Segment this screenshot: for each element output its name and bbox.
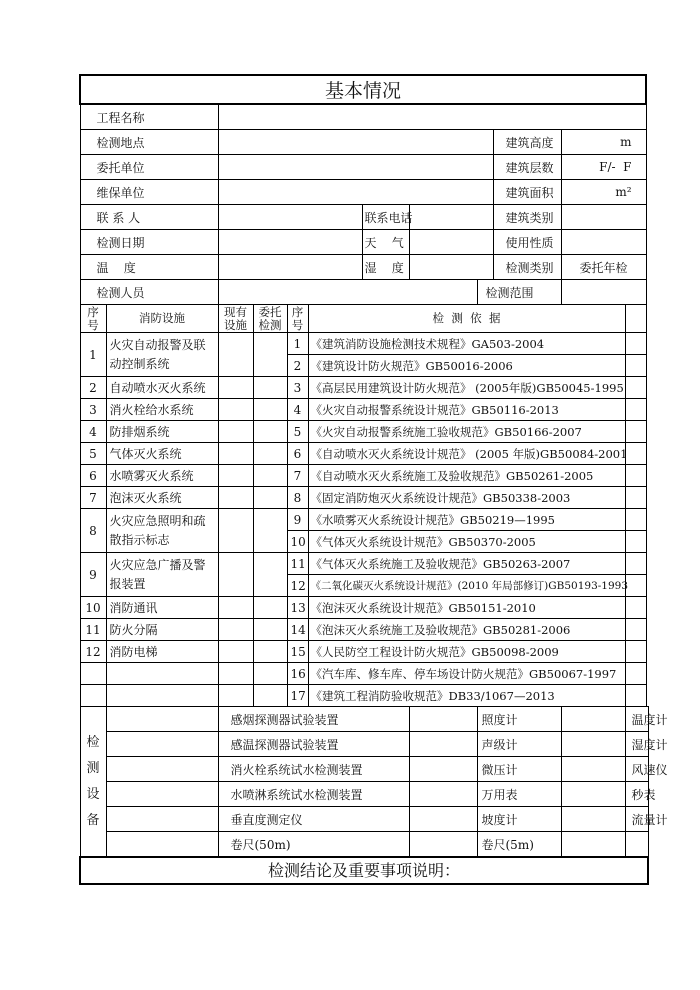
equipment-item <box>625 832 649 857</box>
project-name-field[interactable] <box>218 104 646 130</box>
standard-extra-cell <box>625 443 646 465</box>
phone-label: 联系电话 <box>362 205 409 230</box>
facility-name: 火灾自动报警及联动控制系统 <box>106 333 218 377</box>
equipment-item: 流量计 <box>625 807 649 832</box>
client-label: 委托单位 <box>80 155 218 180</box>
standard-row <box>80 509 649 531</box>
usage-label: 使用性质 <box>493 230 561 255</box>
seq2-header: 序号 <box>287 305 308 333</box>
facility-number: 4 <box>80 421 106 443</box>
equipment-check-cell[interactable] <box>106 807 218 832</box>
equipment-item: 秒表 <box>625 782 649 807</box>
facility-name: 水喷雾灭火系统 <box>106 465 218 487</box>
equipment-item: 湿度计 <box>625 732 649 757</box>
standard-row <box>80 421 649 443</box>
existing-check-cell[interactable] <box>218 641 253 663</box>
temperature-label: 温 度 <box>80 255 218 280</box>
facility-number: 3 <box>80 399 106 421</box>
project-name-label: 工程名称 <box>80 104 218 130</box>
empty-seq-cell <box>80 663 106 685</box>
equipment-item: 坡度计 <box>477 807 561 832</box>
standard-row <box>80 377 649 399</box>
equipment-check-cell[interactable] <box>106 757 218 782</box>
standard-extra-cell <box>625 641 646 663</box>
standard-text: 《泡沫灭火系统设计规范》GB50151-2010 <box>308 597 625 619</box>
standard-extra-cell <box>625 355 646 377</box>
usage-field[interactable] <box>561 230 646 255</box>
facility-name: 火灾应急照明和疏散指示标志 <box>106 509 218 553</box>
equipment-item: 微压计 <box>477 757 561 782</box>
area-label: 建筑面积 <box>493 180 561 205</box>
test-category-value[interactable]: 委托年检 <box>561 255 646 280</box>
equipment-item: 声级计 <box>477 732 561 757</box>
inspector-label: 检测人员 <box>80 280 218 305</box>
date-label: 检测日期 <box>80 230 218 255</box>
facility-number: 7 <box>80 487 106 509</box>
building-height-field[interactable]: m <box>561 130 646 155</box>
facility-number: 5 <box>80 443 106 465</box>
facility-name: 气体灭火系统 <box>106 443 218 465</box>
standard-extra-cell <box>625 575 646 597</box>
weather-label: 天 气 <box>362 230 409 255</box>
standard-text: 《汽车库、修车库、停车场设计防火规范》GB50067-1997 <box>308 663 625 685</box>
equipment-check-cell[interactable] <box>561 732 625 757</box>
contact-label: 联 系 人 <box>80 205 218 230</box>
existing-check-cell[interactable] <box>218 663 253 685</box>
standard-number: 17 <box>287 685 308 707</box>
equipment-label: 检测设备 <box>80 707 106 857</box>
standard-number: 1 <box>287 333 308 355</box>
equipment-check-cell[interactable] <box>106 732 218 757</box>
equipment-check-cell[interactable] <box>409 807 477 832</box>
standard-number: 3 <box>287 377 308 399</box>
existing-check-cell[interactable] <box>218 685 253 707</box>
equipment-item: 照度计 <box>477 707 561 732</box>
standard-extra-cell <box>625 619 646 641</box>
standard-text: 《自动喷水灭火系统施工及验收规范》GB50261-2005 <box>308 465 625 487</box>
contact-field[interactable] <box>218 205 362 230</box>
standard-number: 4 <box>287 399 308 421</box>
standard-row <box>80 641 649 663</box>
scope-label: 检测范围 <box>477 280 561 305</box>
facility-number: 12 <box>80 641 106 663</box>
page-title: 基本情况 <box>80 75 646 104</box>
test-category-label: 检测类别 <box>493 255 561 280</box>
maintainer-field[interactable] <box>218 180 493 205</box>
standard-number: 10 <box>287 531 308 553</box>
standard-extra-cell <box>625 663 646 685</box>
maintainer-label: 维保单位 <box>80 180 218 205</box>
standard-number: 16 <box>287 663 308 685</box>
equipment-item: 卷尺(5m) <box>477 832 561 857</box>
equipment-check-cell[interactable] <box>409 707 477 732</box>
main-table <box>79 74 668 857</box>
standard-text: 《二氧化碳灭火系统设计规范》(2010 年局部修订)GB50193-1993 <box>308 575 625 597</box>
standard-text: 《气体灭火系统设计规范》GB50370-2005 <box>308 531 625 553</box>
standard-row <box>80 465 649 487</box>
commissioned-check-cell[interactable] <box>253 487 287 509</box>
facility-number: 11 <box>80 619 106 641</box>
standard-row <box>80 663 649 685</box>
commissioned-check-cell[interactable] <box>253 553 287 597</box>
facility-number: 8 <box>80 509 106 553</box>
equipment-item: 垂直度测定仪 <box>218 807 409 832</box>
facility-name: 泡沫灭火系统 <box>106 487 218 509</box>
standard-text: 《水喷雾灭火系统设计规范》GB50219—1995 <box>308 509 625 531</box>
equipment-row <box>80 832 649 857</box>
facility-header: 消防设施 <box>106 305 218 333</box>
commissioned-check-cell[interactable] <box>253 421 287 443</box>
equipment-row <box>80 757 649 782</box>
empty-seq-cell <box>80 685 106 707</box>
commissioned-check-cell[interactable] <box>253 509 287 553</box>
equipment-item: 消火栓系统试水检测装置 <box>218 757 409 782</box>
standard-number: 12 <box>287 575 308 597</box>
equipment-check-cell[interactable] <box>106 782 218 807</box>
category-field[interactable] <box>561 205 646 230</box>
facility-name: 防火分隔 <box>106 619 218 641</box>
inspector-field[interactable] <box>218 280 477 305</box>
basis-header: 检 测 依 据 <box>308 305 625 333</box>
empty-facility-cell <box>106 685 218 707</box>
facility-number: 6 <box>80 465 106 487</box>
location-field[interactable] <box>218 130 493 155</box>
existing-check-cell[interactable] <box>218 509 253 553</box>
standard-extra-cell <box>625 509 646 531</box>
equipment-check-cell[interactable] <box>409 757 477 782</box>
standard-extra-cell <box>625 399 646 421</box>
standard-number: 7 <box>287 465 308 487</box>
area-field[interactable]: m² <box>561 180 646 205</box>
standard-extra-cell <box>625 553 646 575</box>
equipment-check-cell[interactable] <box>409 732 477 757</box>
standard-text: 《固定消防炮灭火系统设计规范》GB50338-2003 <box>308 487 625 509</box>
standard-number: 11 <box>287 553 308 575</box>
equipment-row <box>80 707 649 732</box>
standard-extra-cell <box>625 333 646 355</box>
existing-header: 现有设施 <box>218 305 253 333</box>
standard-extra-cell <box>625 487 646 509</box>
standard-number: 13 <box>287 597 308 619</box>
equipment-row <box>80 782 649 807</box>
client-field[interactable] <box>218 155 493 180</box>
building-height-label: 建筑高度 <box>493 130 561 155</box>
commissioned-check-cell[interactable] <box>253 443 287 465</box>
equipment-check-cell[interactable] <box>106 707 218 732</box>
equipment-check-cell[interactable] <box>561 782 625 807</box>
standard-row <box>80 685 649 707</box>
existing-check-cell[interactable] <box>218 377 253 399</box>
standard-row <box>80 399 649 421</box>
scope-field[interactable] <box>561 280 646 305</box>
standard-number: 15 <box>287 641 308 663</box>
existing-check-cell[interactable] <box>218 421 253 443</box>
standard-extra-cell <box>625 531 646 553</box>
facility-name: 消防电梯 <box>106 641 218 663</box>
commissioned-check-cell[interactable] <box>253 465 287 487</box>
standard-text: 《泡沫灭火系统施工及验收规范》GB50281-2006 <box>308 619 625 641</box>
facility-name: 消防通讯 <box>106 597 218 619</box>
standard-extra-cell <box>625 685 646 707</box>
existing-check-cell[interactable] <box>218 597 253 619</box>
facility-name: 自动喷水灭火系统 <box>106 377 218 399</box>
standard-text: 《建筑消防设施检测技术规程》GA503-2004 <box>308 333 625 355</box>
category-label: 建筑类别 <box>493 205 561 230</box>
equipment-item: 感烟探测器试验装置 <box>218 707 409 732</box>
commissioned-check-cell[interactable] <box>253 685 287 707</box>
standard-row <box>80 597 649 619</box>
equipment-item: 风速仪 <box>625 757 649 782</box>
standard-text: 《高层民用建筑设计防火规范》 (2005年版)GB50045-1995 <box>308 377 625 399</box>
equipment-item: 感温探测器试验装置 <box>218 732 409 757</box>
location-label: 检测地点 <box>80 130 218 155</box>
standard-text: 《火灾自动报警系统施工验收规范》GB50166-2007 <box>308 421 625 443</box>
weather-field[interactable] <box>409 230 493 255</box>
commissioned-check-cell[interactable] <box>253 597 287 619</box>
facility-number: 2 <box>80 377 106 399</box>
commissioned-check-cell[interactable] <box>253 663 287 685</box>
equipment-row <box>80 732 649 757</box>
facility-name: 防排烟系统 <box>106 421 218 443</box>
standard-row <box>80 487 649 509</box>
floors-field[interactable]: F/- F <box>561 155 646 180</box>
standard-text: 《建筑设计防火规范》GB50016-2006 <box>308 355 625 377</box>
existing-check-cell[interactable] <box>218 399 253 421</box>
standard-number: 9 <box>287 509 308 531</box>
humidity-field[interactable] <box>409 255 493 280</box>
basis-extra-col <box>625 305 646 333</box>
standard-row <box>80 619 649 641</box>
facility-name: 火灾应急广播及警报装置 <box>106 553 218 597</box>
commissioned-check-cell[interactable] <box>253 333 287 377</box>
floors-label: 建筑层数 <box>493 155 561 180</box>
seq-header: 序号 <box>80 305 106 333</box>
standard-number: 8 <box>287 487 308 509</box>
facility-number: 9 <box>80 553 106 597</box>
commissioned-check-cell[interactable] <box>253 619 287 641</box>
humidity-label: 湿 度 <box>362 255 409 280</box>
phone-field[interactable] <box>409 205 493 230</box>
standard-extra-cell <box>625 465 646 487</box>
equipment-item: 温度计 <box>625 707 649 732</box>
temperature-field[interactable] <box>218 255 362 280</box>
equipment-check-cell[interactable] <box>561 807 625 832</box>
empty-facility-cell <box>106 663 218 685</box>
commissioned-header: 委托检测 <box>253 305 287 333</box>
existing-check-cell[interactable] <box>218 333 253 377</box>
equipment-item: 卷尺(50m) <box>218 832 409 857</box>
existing-check-cell[interactable] <box>218 465 253 487</box>
equipment-row <box>80 807 649 832</box>
equipment-check-cell[interactable] <box>409 782 477 807</box>
existing-check-cell[interactable] <box>218 443 253 465</box>
standard-text: 《人民防空工程设计防火规范》GB50098-2009 <box>308 641 625 663</box>
existing-check-cell[interactable] <box>218 619 253 641</box>
facility-name: 消火栓给水系统 <box>106 399 218 421</box>
standard-row <box>80 553 649 575</box>
standard-number: 14 <box>287 619 308 641</box>
commissioned-check-cell[interactable] <box>253 377 287 399</box>
standard-text: 《建筑工程消防验收规范》DB33/1067—2013 <box>308 685 625 707</box>
existing-check-cell[interactable] <box>218 487 253 509</box>
equipment-check-cell[interactable] <box>409 832 477 857</box>
standard-row <box>80 333 649 355</box>
basic-info-form <box>79 74 668 857</box>
equipment-check-cell[interactable] <box>561 757 625 782</box>
standard-extra-cell <box>625 421 646 443</box>
standard-text: 《火灾自动报警系统设计规范》GB50116-2013 <box>308 399 625 421</box>
existing-check-cell[interactable] <box>218 553 253 597</box>
equipment-item: 水喷淋系统试水检测装置 <box>218 782 409 807</box>
conclusion-heading: 检测结论及重要事项说明： <box>79 856 649 885</box>
facility-number: 10 <box>80 597 106 619</box>
standard-extra-cell <box>625 377 646 399</box>
equipment-check-cell[interactable] <box>106 832 218 857</box>
commissioned-check-cell[interactable] <box>253 399 287 421</box>
equipment-check-cell[interactable] <box>561 832 625 857</box>
facility-number: 1 <box>80 333 106 377</box>
standard-text: 《气体灭火系统施工及验收规范》GB50263-2007 <box>308 553 625 575</box>
standard-text: 《自动喷水灭火系统设计规范》 (2005 年版)GB50084-2001 <box>308 443 625 465</box>
standard-row <box>80 443 649 465</box>
standard-extra-cell <box>625 597 646 619</box>
standard-number: 5 <box>287 421 308 443</box>
equipment-check-cell[interactable] <box>561 707 625 732</box>
date-field[interactable] <box>218 230 362 255</box>
standard-number: 2 <box>287 355 308 377</box>
standard-number: 6 <box>287 443 308 465</box>
equipment-item: 万用表 <box>477 782 561 807</box>
commissioned-check-cell[interactable] <box>253 641 287 663</box>
